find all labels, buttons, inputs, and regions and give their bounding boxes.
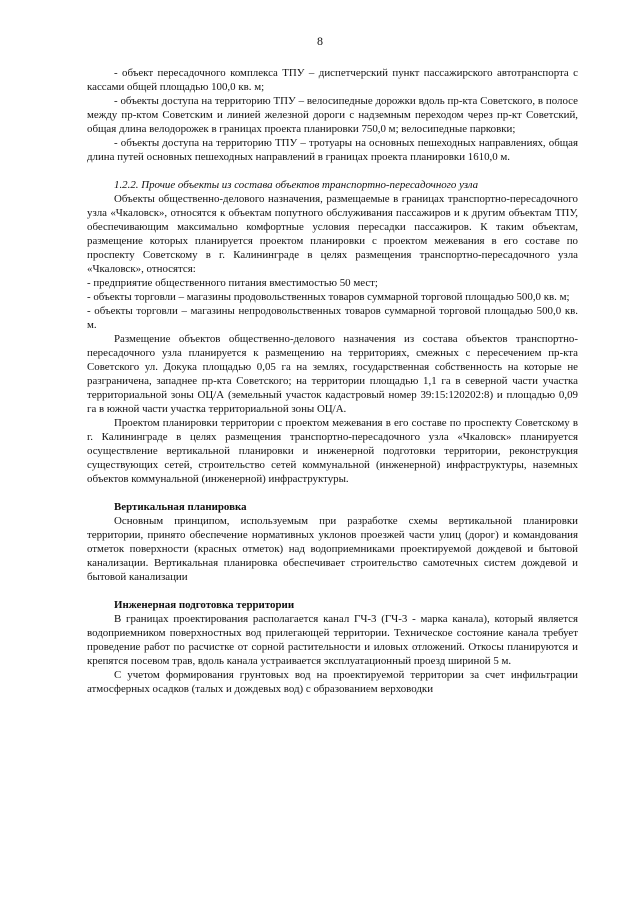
list-item: - предприятие общественного питания вместимостью 50 мест; [87, 277, 378, 289]
intro-item-2: - объекты доступа на территорию ТПУ – велосипедные дорожки вдоль пр-кта Советского, в полосе между пр-ктом Советским и линией железной дороги с надземным переходом через пр-кт Советский, общая длина велодорожек в границах проекта планировки 750,0 м; велосипедные парковки; [87, 95, 578, 135]
list-item: - объекты торговли – магазины продовольственных товаров суммарной торговой площадью 500,0 кв. м; [87, 291, 570, 303]
page-body [87, 66, 578, 696]
section-heading-1-2-2: 1.2.2. Прочие объекты из состава объектов транспортно-пересадочного узла [114, 179, 479, 191]
page-number: 8 [317, 34, 323, 48]
vertical-planning-paragraph: Основным принципом, используемым при разработке схемы вертикальной планировки территории, принято обеспечение нормативных уклонов проезжей части улиц (дорог) и командования отметок поверхности (красных отметок) над водоприемниками проектируемой дождевой и бытовой канализации. Вертикальная планировка обеспечивает строительство самотечных систем дождевой и бытовой канализации [87, 515, 578, 583]
list-item: - объекты торговли – магазины непродовольственных товаров суммарной торговой площадью 500,0 кв. м. [87, 305, 578, 331]
intro-item-1: - объект пересадочного комплекса ТПУ – диспетчерский пункт пассажирского автотранспорта с кассами общей площадью 100,0 кв. м; [87, 67, 578, 93]
engineering-prep-paragraph-2: С учетом формирования грунтовых вод на проектируемой территории за счет инфильтрации атмосферных осадков (талых и дождевых вод) с образованием верховодки [87, 669, 578, 695]
section-intro-paragraph: Объекты общественно-делового назначения, размещаемые в границах транспортно-пересадочного узла «Чкаловск», относятся к объектам попутного обслуживания пассажиров и к другим объектам ТПУ, обеспечивающим максимально комфортные условия пересадки пассажиров. К таким объектам, размещение которых планируется проектом планировки с проектом межевания в его составе по проспекту Советскому в г. Калининграде в целях размещения транспортно-пересадочного узла «Чкаловск», относятся: [87, 193, 578, 275]
intro-item-3: - объекты доступа на территорию ТПУ – тротуары на основных пешеходных направлениях, общая длина путей основных пешеходных направлений в границах проекта планировки 1610,0 м. [87, 137, 578, 163]
placement-paragraph: Размещение объектов общественно-делового назначения из состава объектов транспортно-пересадочного узла планируется к размещению на территориях, смежных с пересечением пр-кта Советского ул. Докука площадью 0,05 га на землях, государственная собственность на которые не разграничена, западнее пр-кта Советского; на территории площадью 1,1 га в северной части участка территориальной зоны ОЦ/А (земельный участок кадастровый номер 39:15:120202:8) и площадью 0,09 га в южной части участка территориальной зоны ОЦ/А. [87, 333, 578, 415]
engineering-prep-paragraph-1: В границах проектирования располагается канал ГЧ-3 (ГЧ-3 - марка канала), который является водоприемником поверхностных вод прилегающей территории. Техническое состояние канала требует проведение работ по расчистке от сорной растительности и иловых отложений. Откосы планируются и крепятся посевом трав, вдоль канала устраивается эксплуатационный проезд шириной 5 м. [87, 613, 578, 667]
engineering-paragraph: Проектом планировки территории с проектом межевания в его составе по проспекту Советскому в г. Калининграде в целях размещения транспортно-пересадочного узла «Чкаловск» планируется осуществление вертикальной планировки и инженерной подготовки территории, реконструкция существующих сетей, строительство сетей коммунальной (инженерной) инфраструктуры, наземных объектов коммунальной (инженерной) инфраструктуры. [87, 417, 578, 485]
vertical-planning-heading: Вертикальная планировка [114, 501, 247, 513]
engineering-prep-heading: Инженерная подготовка территории [114, 599, 295, 611]
